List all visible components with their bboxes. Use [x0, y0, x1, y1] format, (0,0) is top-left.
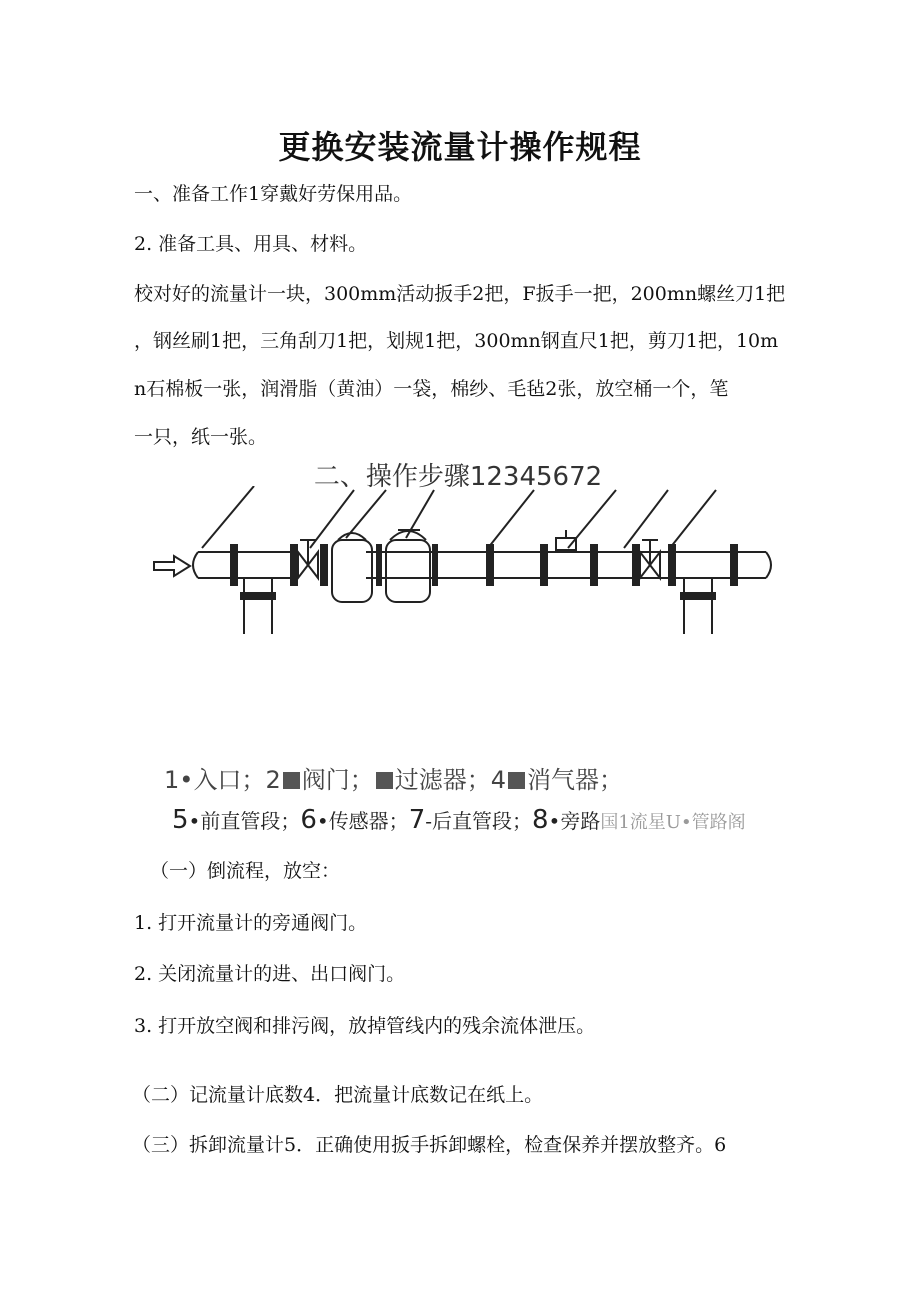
- legend-number-1: 1: [164, 766, 180, 794]
- sub3-text: （三）拆卸流量计5．正确使用扳手拆卸螺栓，检查保养并摆放整齐。6: [132, 1134, 727, 1156]
- sub1-step-1: 1. 打开流量计的旁通阀门。: [134, 912, 368, 934]
- materials-line-1: 校对好的流量计一块，300mm活动扳手2把，F扳手一把，200mn螺丝刀1把: [134, 283, 786, 305]
- legend-text-8-faded: 国1流星U•管路阁: [600, 812, 746, 833]
- legend-number-2: 2: [265, 766, 281, 794]
- legend-text-7: -后直管段；: [425, 809, 532, 833]
- legend-text-6: •传感器；: [316, 809, 409, 833]
- legend-text-1: •入口；: [179, 766, 266, 794]
- diagram-legend-line-1: [164, 760, 623, 795]
- legend-number-4: 4: [490, 766, 506, 794]
- legend-text-5: •前直管段；: [188, 809, 301, 833]
- diagram-legend-line-2: [172, 805, 746, 835]
- legend-text-4: 消气器；: [527, 766, 623, 794]
- legend-number-8: 8: [532, 805, 549, 835]
- legend-square-icon: [376, 772, 393, 789]
- legend-number-6: 6: [300, 805, 317, 835]
- materials-line-4: 一只，纸一张。: [134, 426, 268, 448]
- sub1-heading: （一）倒流程，放空：: [150, 860, 341, 882]
- sub2-text: （二）记流量计底数4．把流量计底数记在纸上。: [132, 1084, 544, 1106]
- operation-steps-heading: 二、操作步骤12345672: [313, 462, 603, 492]
- materials-line-2: ，钢丝刷1把，三角刮刀1把，划规1把，300mn钢直尺1把，剪刀1把，10m: [134, 330, 779, 352]
- legend-text-2: 阀门；: [301, 766, 374, 794]
- legend-square-icon: [508, 772, 525, 789]
- sub1-step-3: 3. 打开放空阀和排污阀，放掉管线内的残余流体泄压。: [134, 1015, 596, 1037]
- legend-number-7: 7: [408, 805, 426, 835]
- flowmeter-piping-diagram: [148, 486, 776, 636]
- materials-line-3: n石棉板一张，润滑脂（黄油）一袋，棉纱、毛毡2张，放空桶一个，笔: [134, 378, 729, 400]
- sub1-step-2: 2. 关闭流量计的进、出口阀门。: [134, 963, 406, 985]
- legend-text-3: 过滤器；: [394, 766, 491, 794]
- legend-square-icon: [283, 772, 300, 789]
- legend-number-5: 5: [172, 805, 189, 835]
- prep-line-1: 一、准备工作1穿戴好劳保用品。: [134, 183, 413, 205]
- legend-text-8: •旁路: [548, 809, 601, 833]
- page-title: 更换安装流量计操作规程: [278, 128, 642, 166]
- prep-line-2: 2. 准备工具、用具、材料。: [134, 233, 368, 255]
